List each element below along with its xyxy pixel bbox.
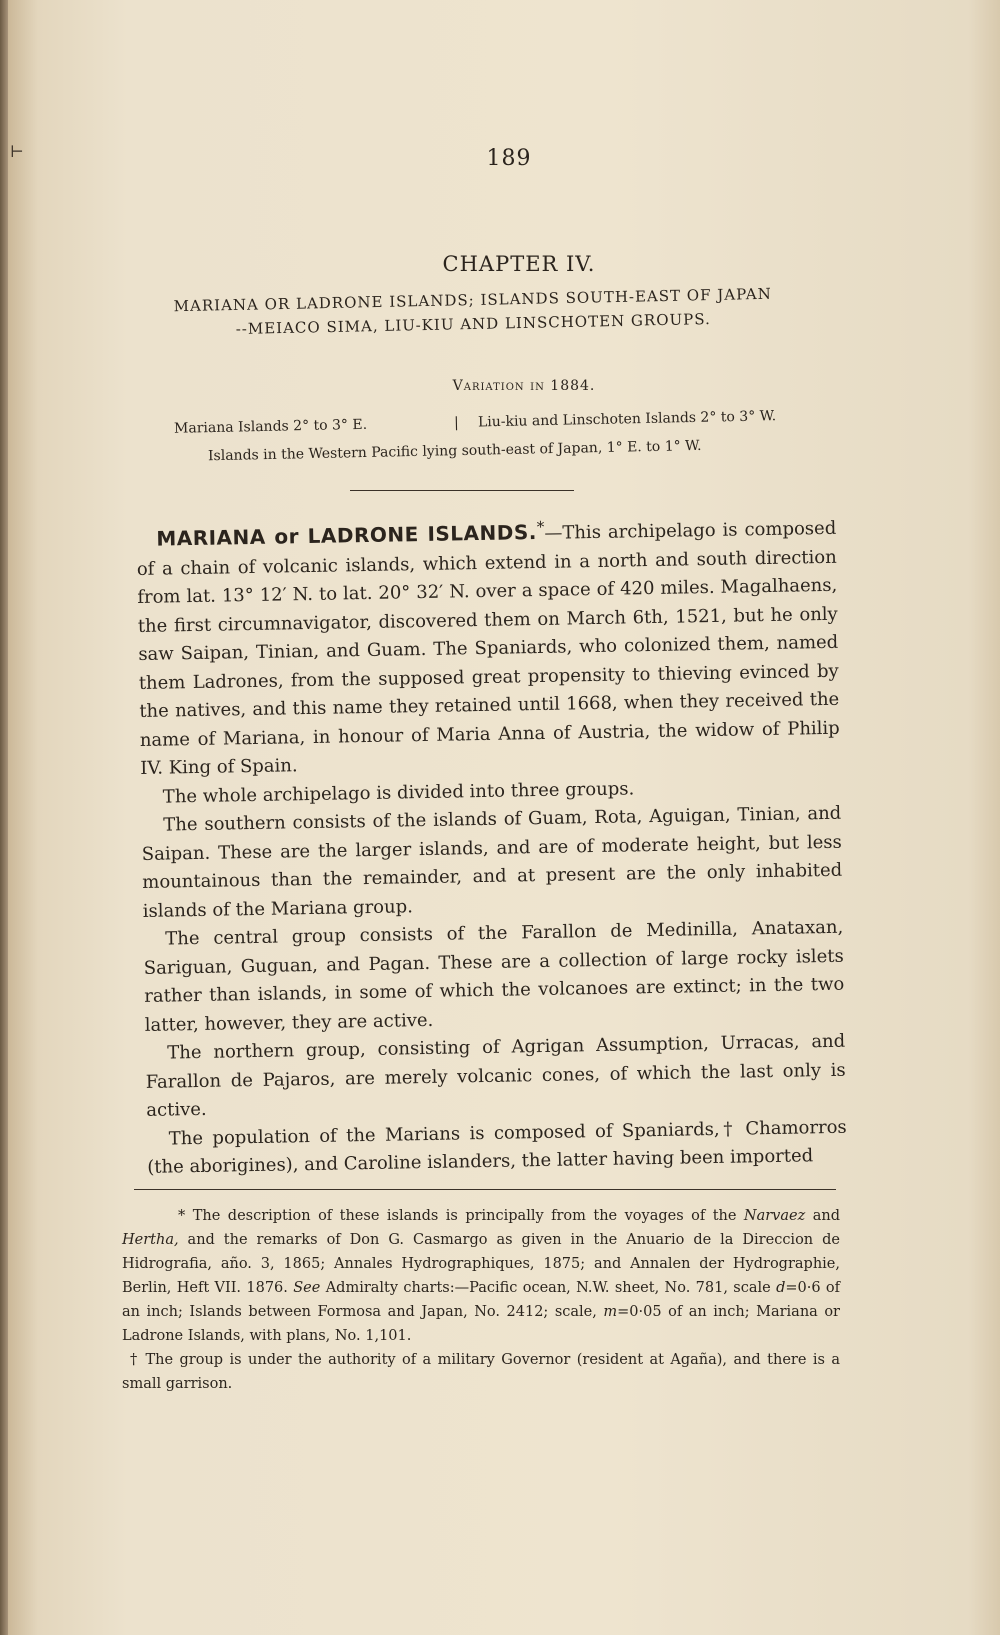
chapter-subtitle xyxy=(128,281,819,343)
chapter-subtitle-line1: MARIANA OR LADRONE ISLANDS; ISLANDS SOUTH-EAST OF JAPAN xyxy=(173,284,772,316)
page-edge xyxy=(0,0,8,1635)
chapter-title: CHAPTER IV. xyxy=(442,252,596,276)
footnote-2: † The group is under the authority of a military Governor (resident at Agaña), and there is a small garrison. xyxy=(122,1352,840,1392)
variation-row xyxy=(174,407,824,437)
footnote-divider xyxy=(134,1189,836,1190)
book-page xyxy=(8,0,1000,1635)
paragraph-1-text: —This archipelago is composed of a chain of volcanic islands, which extend in a north and south direction from lat. 13° 12′ N. to lat. 20° 32′ N. over a space of 420 miles. Magalhaens, the first circumnavigator, discovered them on March 6th, 1521, but he only saw Saipan, Tinian, and Guam. The Spaniards, who colonized them, named them Ladrones, from the supposed great propensity to thieving evinced by the natives, and this name they retained until 1668, when they received the name of Mariana, in honour of Maria Anna of Austria, the widow of Philip IV. King of Spain. xyxy=(136,517,840,779)
lead-heading: MARIANA or LADRONE ISLANDS. xyxy=(156,520,538,551)
paragraph-5: The northern group, consisting of Agrigan Assumption, Urracas, and Farallon de Pajaros, are merely volcanic cones, of which the last only is active. xyxy=(145,1030,846,1121)
section-divider xyxy=(350,490,574,491)
footnote-marker: * xyxy=(536,517,545,537)
chapter-subtitle-line2: --MEIACO SIMA, LIU-KIU AND LINSCHOTEN GROUPS. xyxy=(235,310,711,338)
variation-right: Liu-kiu and Linschoten Islands 2° to 3° W. xyxy=(477,408,777,431)
footnote-1-text-e: =0·6 of an inch; Islands between Formosa and Japan, No. 2412; scale, xyxy=(122,1280,841,1320)
margin-mark: ⊢ xyxy=(10,142,24,161)
variation-separator: | xyxy=(453,414,459,431)
footnote-1-text-f: =0·05 of an inch; Mariana or Ladrone Islands, with plans, No. 1,101. xyxy=(122,1304,840,1344)
variation-line2: Islands in the Western Pacific lying south-east of Japan, 1° E. to 1° W. xyxy=(207,437,702,465)
paragraph-2: The whole archipelago is divided into three groups. xyxy=(162,777,635,808)
paragraph-6: The population of the Marians is composed of Spaniards,† Chamorros (the aborigines), and Caroline islanders, the latter having been imported xyxy=(147,1116,847,1178)
footnote-1-see: See xyxy=(293,1280,321,1296)
variation-left: Mariana Islands 2° to 3° E. xyxy=(173,416,368,437)
paragraph-3: The southern consists of the islands of Guam, Rota, Aguigan, Tinian, and Saipan. These are the larger islands, and are of moderate height, but less mountainous than the remainder, and at present are the only inhabited islands of the Mariana group. xyxy=(141,802,843,922)
footnotes xyxy=(122,1204,840,1396)
footnote-1 xyxy=(122,1204,840,1348)
footnote-1-m-var: m xyxy=(603,1304,618,1320)
footnote-1-text-c: and the remarks of Don G. Casmargo as given in the Anuario de la Direccion de Hidrografia, año. 3, 1865; Annales Hydrographiques, 1875; and Annalen der Hydrographie, Berlin, Heft VII. 1876. xyxy=(122,1232,840,1296)
footnote-1-narvaez: Narvaez xyxy=(743,1208,806,1224)
variation-heading: Variation in 1884. xyxy=(452,378,596,394)
footnote-1-d-var: d xyxy=(776,1280,786,1296)
footnote-1-hertha: Hertha, xyxy=(122,1232,179,1248)
paragraph-4: The central group consists of the Farallon de Medinilla, Anataxan, Sariguan, Guguan, and Pagan. These are a collection of large rocky islets rather than islands, in some of which the volcanoes are extinct; in the two latter, however, they are active. xyxy=(143,916,845,1036)
paragraph-1 xyxy=(136,508,840,784)
page-number: 189 xyxy=(486,146,532,171)
footnote-1-text-d: Admiralty charts:—Pacific ocean, N.W. sheet, No. 781, scale xyxy=(320,1280,777,1296)
footnote-1-text-b: and xyxy=(805,1208,840,1224)
footnote-1-text-a: * The description of these islands is principally from the voyages of the xyxy=(178,1208,744,1224)
body-text xyxy=(136,508,847,1183)
